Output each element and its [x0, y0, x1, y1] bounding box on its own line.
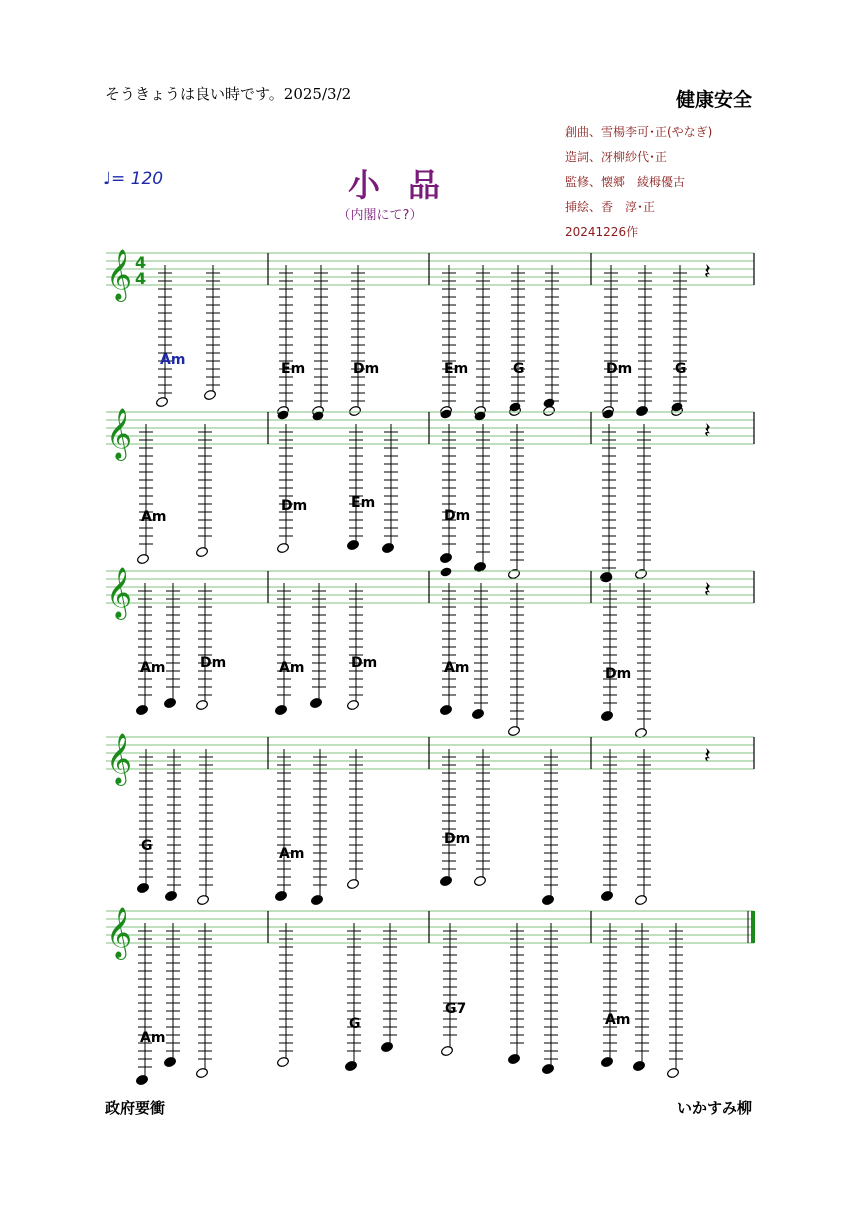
note-head [274, 704, 287, 715]
note-head [309, 697, 322, 708]
chord-symbol: Am [444, 660, 470, 676]
note-head [310, 894, 323, 905]
chord-symbol: Am [140, 1030, 166, 1046]
quarter-note-icon: ♩ [103, 169, 112, 189]
note-head [195, 546, 208, 557]
supervisor-credit: 監修、懐郷 綾栂優古 [565, 175, 686, 189]
chord-symbol: Dm [444, 508, 471, 524]
final-barline [751, 911, 755, 943]
note-head [471, 708, 484, 719]
footer-right-text: いかすみ柳 [676, 1099, 752, 1117]
note-head [542, 397, 555, 408]
note-head [600, 890, 613, 901]
quarter-rest-icon: 𝄽 [704, 744, 711, 769]
staff-system [106, 408, 754, 583]
note-head [473, 875, 486, 886]
note-head [164, 890, 177, 901]
note-head [600, 1056, 613, 1067]
note-head [541, 894, 554, 905]
chord-symbol: Am [160, 352, 186, 368]
treble-clef-icon: 𝄞 [106, 249, 133, 300]
note-head [634, 568, 647, 579]
note-head [439, 704, 452, 715]
chord-symbol: G [349, 1016, 361, 1032]
chord-symbol: Am [279, 660, 305, 676]
note-head [135, 1074, 148, 1085]
note-head [344, 1060, 357, 1071]
header-left-text: そうきょうは良い時です。2025/3/2 [105, 85, 352, 103]
note-head [203, 389, 216, 400]
tempo-value: = 120 [111, 169, 164, 189]
staff-system [106, 907, 755, 1086]
note-head [600, 710, 613, 721]
note-head [346, 539, 359, 550]
quarter-rest-icon: 𝄽 [704, 419, 711, 444]
note-head [276, 1056, 289, 1067]
time-signature-top: 4 [135, 253, 147, 272]
note-head [439, 875, 452, 886]
note-head [135, 704, 148, 715]
page-subtitle: （内閣にて?） [337, 208, 423, 223]
chord-symbol: Em [351, 495, 376, 511]
staff-system [106, 567, 754, 739]
note-head [439, 566, 452, 577]
chord-symbol: Am [279, 846, 305, 862]
chord-symbol: Dm [200, 655, 227, 671]
note-head [632, 1060, 645, 1071]
note-head [195, 1067, 208, 1078]
note-head [136, 882, 149, 893]
note-head [276, 542, 289, 553]
chord-symbol: G [513, 361, 525, 377]
chord-symbol: Em [281, 361, 306, 377]
note-head [348, 405, 361, 416]
chord-symbol: Am [605, 1012, 631, 1028]
staff-system [106, 249, 754, 417]
note-head [163, 1056, 176, 1067]
quarter-rest-icon: 𝄽 [704, 578, 711, 603]
staff-system [106, 733, 754, 906]
note-head [155, 396, 168, 407]
treble-clef-icon: 𝄞 [106, 733, 133, 784]
note-head [666, 1067, 679, 1078]
treble-clef-icon: 𝄞 [106, 907, 133, 958]
chord-symbol: Dm [353, 361, 380, 377]
chord-symbol: G7 [445, 1001, 467, 1017]
chord-symbol: Am [140, 660, 166, 676]
note-head [274, 890, 287, 901]
note-head [440, 1045, 453, 1056]
composer-credit: 創曲、雪楊李可･正(やなぎ) [565, 125, 713, 139]
chord-symbol: Am [141, 509, 167, 525]
footer-left-text: 政府要衝 [105, 1099, 166, 1117]
chord-symbol: G [141, 838, 153, 854]
note-head [380, 1041, 393, 1052]
note-head [163, 697, 176, 708]
note-head [634, 894, 647, 905]
page-title: 小品 [347, 166, 468, 204]
chord-symbol: Em [444, 361, 469, 377]
note-head [439, 552, 452, 563]
time-signature-bottom: 4 [135, 269, 147, 288]
note-head [346, 878, 359, 889]
note-head [381, 542, 394, 553]
treble-clef-icon: 𝄞 [106, 567, 133, 618]
note-head [136, 553, 149, 564]
date-credit: 20241226作 [565, 225, 639, 239]
chord-symbol: Dm [281, 498, 308, 514]
note-head [196, 894, 209, 905]
chord-symbol: Dm [351, 655, 378, 671]
header-right-text: 健康安全 [675, 89, 752, 111]
chord-symbol: Dm [605, 666, 632, 682]
note-head [507, 568, 520, 579]
treble-clef-icon: 𝄞 [106, 408, 133, 459]
chord-symbol: Dm [606, 361, 633, 377]
note-head [195, 699, 208, 710]
note-head [346, 699, 359, 710]
note-head [541, 1063, 554, 1074]
chord-symbol: Dm [444, 831, 471, 847]
quarter-rest-icon: 𝄽 [704, 260, 711, 285]
illustrator-credit: 挿絵、香 淳･正 [565, 200, 656, 214]
chord-symbol: G [675, 361, 687, 377]
note-head [507, 725, 520, 736]
lyricist-credit: 造詞、冴柳紗代･正 [565, 150, 668, 164]
note-head [635, 405, 648, 416]
note-head [507, 1053, 520, 1064]
